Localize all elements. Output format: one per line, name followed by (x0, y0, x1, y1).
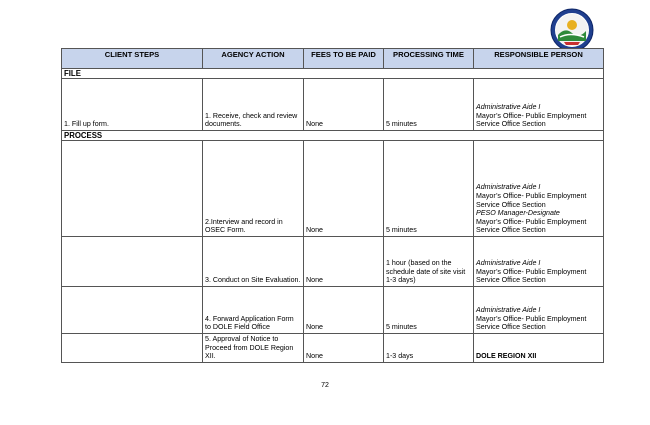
table-row (62, 287, 604, 334)
citizen-charter-table (61, 48, 604, 363)
header-client-steps: CLIENT STEPS (62, 49, 203, 69)
responsible-person-cell (474, 79, 604, 131)
fee-cell: None (304, 141, 384, 237)
table-row (62, 237, 604, 287)
agency-action-cell: 1. Receive, check and review documents. (203, 79, 304, 131)
person-office: Mayor’s Office- Public Employment Service Office Section (476, 192, 587, 209)
fee-cell: None (304, 237, 384, 287)
section-label: PROCESS (62, 131, 604, 141)
fee-cell: None (304, 334, 384, 363)
fee-cell: None (304, 287, 384, 334)
person-office: Mayor’s Office- Public Employment Service Office Section (476, 314, 587, 332)
person-title: Administrative Aide I (476, 183, 541, 192)
responsible-person-cell (474, 237, 604, 287)
section-row-process (62, 131, 604, 141)
agency-action-cell: 4. Forward Application Form to DOLE Field Office (203, 287, 304, 334)
table-header-row (62, 49, 604, 69)
municipal-seal-icon (550, 8, 594, 52)
header-fees: FEES TO BE PAID (304, 49, 384, 69)
header-processing-time: PROCESSING TIME (384, 49, 474, 69)
table-row (62, 79, 604, 131)
responsible-person-cell: DOLE REGION XII (474, 334, 604, 363)
client-step-cell: 1. Fill up form. (62, 79, 203, 131)
person-office: Mayor’s Office- Public Employment Service Office Section (476, 217, 587, 235)
processing-time-cell: 5 minutes (384, 141, 474, 237)
client-step-cell (62, 287, 203, 334)
table-row (62, 334, 604, 363)
processing-time-cell: 5 minutes (384, 287, 474, 334)
client-step-cell (62, 237, 203, 287)
person-title: Administrative Aide I (476, 259, 541, 268)
processing-time-cell: 5 minutes (384, 79, 474, 131)
person-title: Administrative Aide I (476, 306, 541, 315)
fee-cell: None (304, 79, 384, 131)
person-title: PESO Manager-Designate (476, 209, 560, 218)
header-agency-action: AGENCY ACTION (203, 49, 304, 69)
agency-action-cell: 3. Conduct on Site Evaluation. (203, 237, 304, 287)
responsible-person-cell (474, 287, 604, 334)
client-step-cell (62, 334, 203, 363)
table-row (62, 141, 604, 237)
agency-action-cell: 2.Interview and record in OSEC Form. (203, 141, 304, 237)
page-number: 72 (321, 382, 329, 389)
person-office: Mayor’s Office- Public Employment Service Office Section (476, 111, 587, 129)
responsible-person-cell (474, 141, 604, 237)
person-office: Mayor’s Office- Public Employment Service Office Section (476, 267, 587, 285)
processing-time-cell: 1 hour (based on the schedule date of site visit 1-3 days) (384, 237, 474, 287)
agency-action-cell: 5. Approval of Notice to Proceed from DOLE Region XII. (203, 334, 304, 363)
header-responsible-person: RESPONSIBLE PERSON (474, 49, 604, 69)
person-title: Administrative Aide I (476, 103, 541, 112)
client-step-cell (62, 141, 203, 237)
section-row-file (62, 69, 604, 79)
section-label: FILE (62, 69, 604, 79)
processing-time-cell: 1-3 days (384, 334, 474, 363)
